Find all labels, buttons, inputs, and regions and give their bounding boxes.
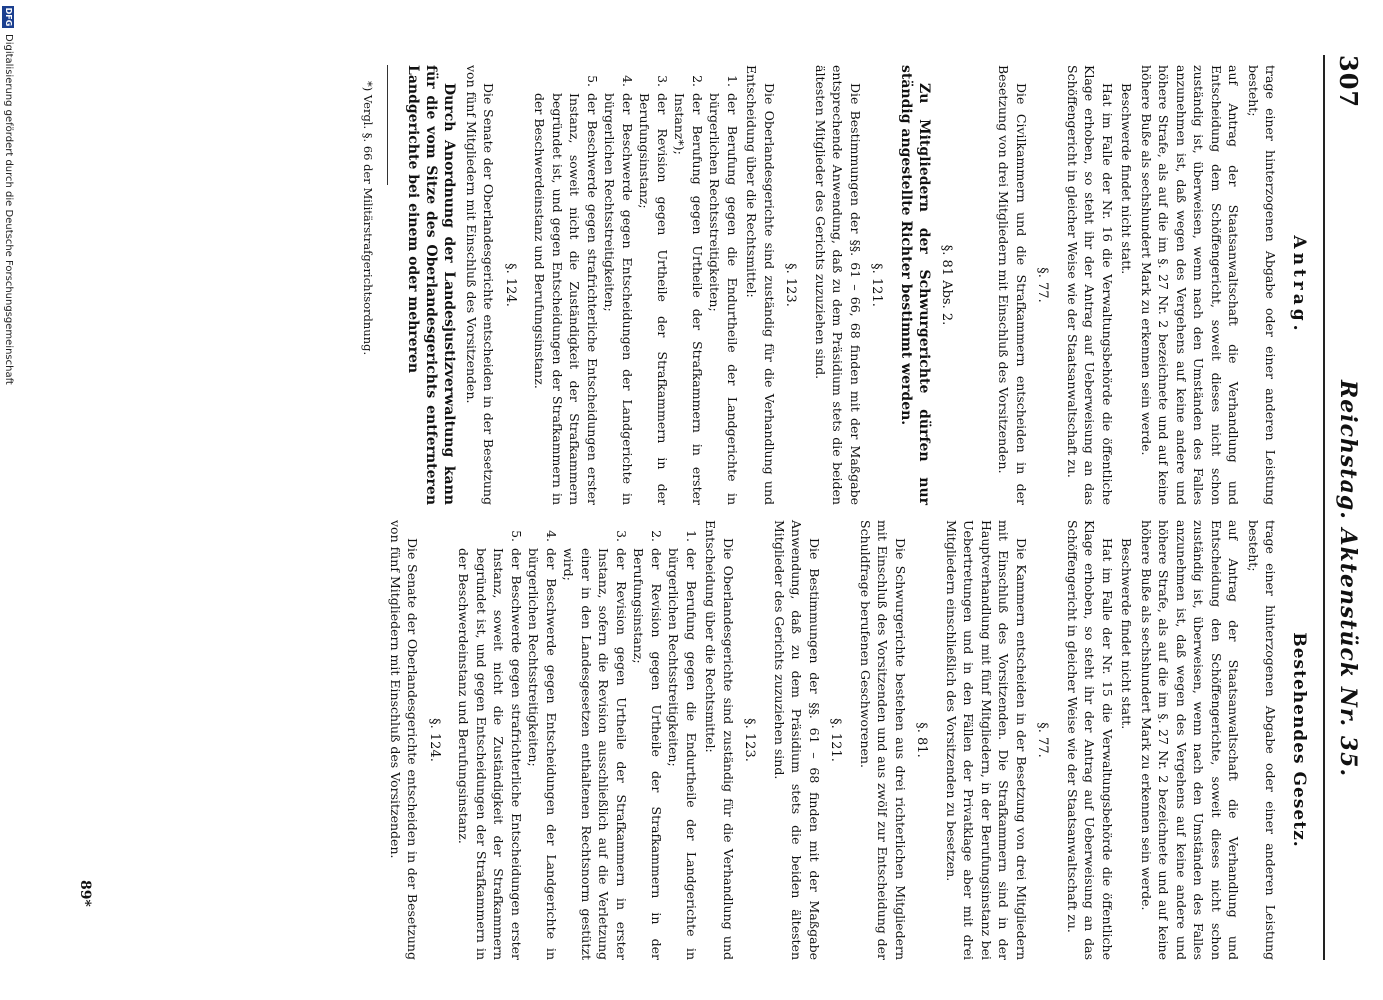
gesetz-s123-intro: Die Oberlandesgerichte sind zuständig für die Verhandlung und Entscheidung über die Rechtsmittel: [703,520,736,960]
antrag-s123-intro: Die Oberlandesgerichte sind zuständig für die Verhandlung und Entscheidung über die Rechtsmittel: [744,65,777,505]
antrag-s121-text: Die Bestimmungen der §§. 61 – 66, 68 finden mit der Maßgabe entsprechende Anwendung, daß zu dem Präsidium stets die beiden ältesten Mitglieder des Gerichts zuzuziehen sind. [813,65,863,505]
list-num: 4. [620,75,635,87]
list-item [531,65,601,505]
list-item [601,65,636,505]
antrag-s77-text: Die Civilkammern und die Strafkammern entscheiden in der Besetzung von drei Mitgliedern mit Einschluß des Vorsitzenden. [996,65,1029,505]
antrag-s123-list [531,65,741,505]
gesetz-s77-text: Die Kammern entscheiden in der Besetzung von drei Mitgliedern mit Einschluß des Vorsitzenden. Die Strafkammern sind in der Hauptverhandlung mit fünf Mitgliedern, in der Berufungsinstanz bei Uebertretungen und in den Fällen der Privatklage aber mit drei Mitgliedern einschließlich des Vorsitzenden zu besetzen. [944,520,1029,960]
antrag-column [347,65,1311,505]
antrag-s77-mark: §. 77. [1035,267,1051,303]
list-text: der Beschwerde gegen Entscheidungen der Landgerichte in bürgerlichen Rechtsstreitigkeiten; [602,93,635,505]
list-num: 3. [655,75,670,87]
sheet-signature: 89* [77,880,93,907]
list-num: 2. [690,75,705,87]
dfg-logo: DFG [4,7,13,27]
list-text: der Beschwerde gegen strafrichterliche Entscheidungen erster Instanz, soweit nicht die Zuständigkeit der Strafkammern begründet ist, und gegen Entscheidungen der Strafkammern in der Beschwerdeinstanz und Berufungsinstanz. [456,548,524,960]
list-text: der Beschwerde gegen Entscheidungen der Landgerichte in bürgerlichen Rechtsstreitigkeiten; [526,548,559,960]
gesetz-s121-text: Die Bestimmungen der §§. 61 – 68 finden mit der Maßgabe Anwendung, daß zu dem Präsidium stets die beiden ältesten Mitglieder des Gerichts zuzuziehen sind. [772,520,822,960]
gesetz-s77-mark: §. 77. [1035,722,1051,758]
antrag-title: Antrag. [1289,235,1309,335]
list-num: 1. [684,530,699,542]
antrag-intro-2: auf Antrag der Staatsanwaltschaft die Verhandlung und Entscheidung dem Schöffengericht, soweit dieses nicht schon zuständig ist, überweisen, wenn nach den Umständen des Falles anzunehmen ist, daß wegen des Vergehens auf keine andere und höhere Strafe, als auf die im §. 27 Nr. 2 bezeichnete und auf keine höhere Buße als sechshundert Mark zu erkennen sein werde. [1139,65,1242,505]
list-text: der Revision gegen Urtheile der Strafkammern in erster Instanz, sofern die Revision ausschließlich auf die Verletzung einer in den Landesgesetzen enthaltenen Rechtsnorm gestützt wird; [561,548,629,960]
gesetz-s123-list [455,520,700,960]
list-text: der Revision gegen Urtheile der Strafkammern in der Berufungsinstanz; [637,93,670,505]
list-text: der Beschwerde gegen strafrichterliche Entscheidungen erster Instanz, soweit nicht die Zuständigkeit der Strafkammern begründet ist, und gegen Entscheidungen der Strafkammern in der Beschwerdeinstanz und Berufungsinstanz. [532,93,600,505]
gesetz-title: Bestehendes Gesetz. [1289,632,1309,848]
list-text: der Berufung gegen die Endurtheile der Landgerichte in bürgerlichen Rechtsstreitigkeiten; [666,548,699,960]
list-text: der Revision gegen Urtheile der Strafkammern in der Berufungsinstanz; [631,548,664,960]
antrag-intro-4: Hat im Falle der Nr. 16 die Verwaltungsbehörde die öffentliche Klage erhoben, so steht ihr der Antrag auf Ueberweisung an das Schöffengericht in gleicher Weise wie der Staatsanwaltschaft zu. [1065,65,1115,505]
list-item [630,520,665,960]
list-item [525,520,560,960]
antrag-s121-mark: §. 121. [869,263,885,307]
list-item [455,520,525,960]
antrag-s124-text: Die Senate der Oberlandesgerichte entscheiden in der Besetzung von fünf Mitgliedern mit Einschluß des Vorsitzenden. [464,65,497,505]
gesetz-intro-1: trage einer hinterzogenen Abgabe oder einer anderen Leistung besteht; [1246,520,1279,960]
list-num: 2. [649,530,664,542]
list-item [665,520,700,960]
gesetz-s81-text: Die Schwurgerichte bestehen aus drei richterlichen Mitgliedern mit Einschluß des Vorsitzenden und aus zwölf zur Entscheidung der Schuldfrage berufenen Geschworenen. [858,520,908,960]
gesetz-s81-mark: §. 81. [914,722,930,758]
list-text: der Berufung gegen Urtheile der Strafkammern in erster Instanz*); [672,93,705,505]
list-num: 5. [585,75,600,87]
list-item [560,520,630,960]
list-item [636,65,671,505]
digitization-note: Digitalisierung gefördert durch die Deutsche Forschungsgemeinschaft [3,34,14,385]
bestehendes-gesetz-column [385,520,1312,960]
gesetz-intro-4: Hat im Falle der Nr. 15 die Verwaltungsbehörde die öffentliche Klage erhoben, so steht ihr der Antrag auf Ueberweisung an das Schöffengericht in gleicher Weise wie der Staatsanwaltschaft zu. [1065,520,1115,960]
digitization-credit [0,0,16,1000]
gesetz-s121-mark: §. 121. [828,718,844,762]
antrag-intro-3: Beschwerde findet nicht statt. [1119,83,1135,275]
gesetz-s123-mark: §. 123. [742,718,758,762]
gesetz-s124-mark: §. 124. [427,718,442,762]
list-num: 5. [509,530,524,542]
list-item [671,65,706,505]
antrag-intro-1: trage einer hinterzogenen Abgabe oder einer anderen Leistung besteht; [1246,65,1279,505]
list-num: 4. [544,530,559,542]
list-num: 3. [614,530,629,542]
antrag-s124-bold: Durch Anordnung der Landesjustizverwaltung kann für die vom Sitze des Oberlandesgerichts entfernteren Landgerichte bei einem oder mehreren [405,65,458,505]
antrag-s81-text: Zu Mitgliedern der Schwurgerichte dürfen nur ständig angestellte Richter bestimmt werden. [898,65,933,505]
antrag-s81-mark: §. 81 Abs. 2. [939,244,954,326]
footnote-rule [388,65,389,185]
antrag-s123-mark: §. 123. [783,263,799,307]
gesetz-intro-2: auf Antrag der Staatsanwaltschaft die Verhandlung und Entscheidung den Schöffengerichte, soweit dieses nicht schon zuständig ist, überweisen, wenn nach den Umständen des Falles anzunehmen ist, daß wegen des Vergehens auf keine andere und höhere Strafe, als auf die im §. 27 Nr. 2 bezeichnete und auf keine höhere Buße als sechshundert Mark zu erkennen sein werde. [1139,520,1242,960]
running-head: Reichstag. Aktenstück Nr. 35. [1335,380,1361,778]
gesetz-s124-text: Die Senate der Oberlandesgerichte entscheiden in der Besetzung von fünf Mitgliedern mit Einschluß des Vorsitzenden. [388,520,421,960]
spacer [967,65,993,505]
gesetz-intro-3: Beschwerde findet nicht statt. [1119,538,1135,730]
footnote: *) Vergl. §. 66 der Militärstrafgerichtsordnung. [361,81,375,356]
antrag-s124-mark: §. 124. [503,263,518,307]
list-num: 1. [725,75,740,87]
list-item [706,65,741,505]
header-rule [1323,55,1325,960]
page-number: 307 [1334,55,1363,109]
list-text: der Berufung gegen die Endurtheile der Landgerichte in bürgerlichen Rechtsstreitigkeiten; [707,93,740,505]
